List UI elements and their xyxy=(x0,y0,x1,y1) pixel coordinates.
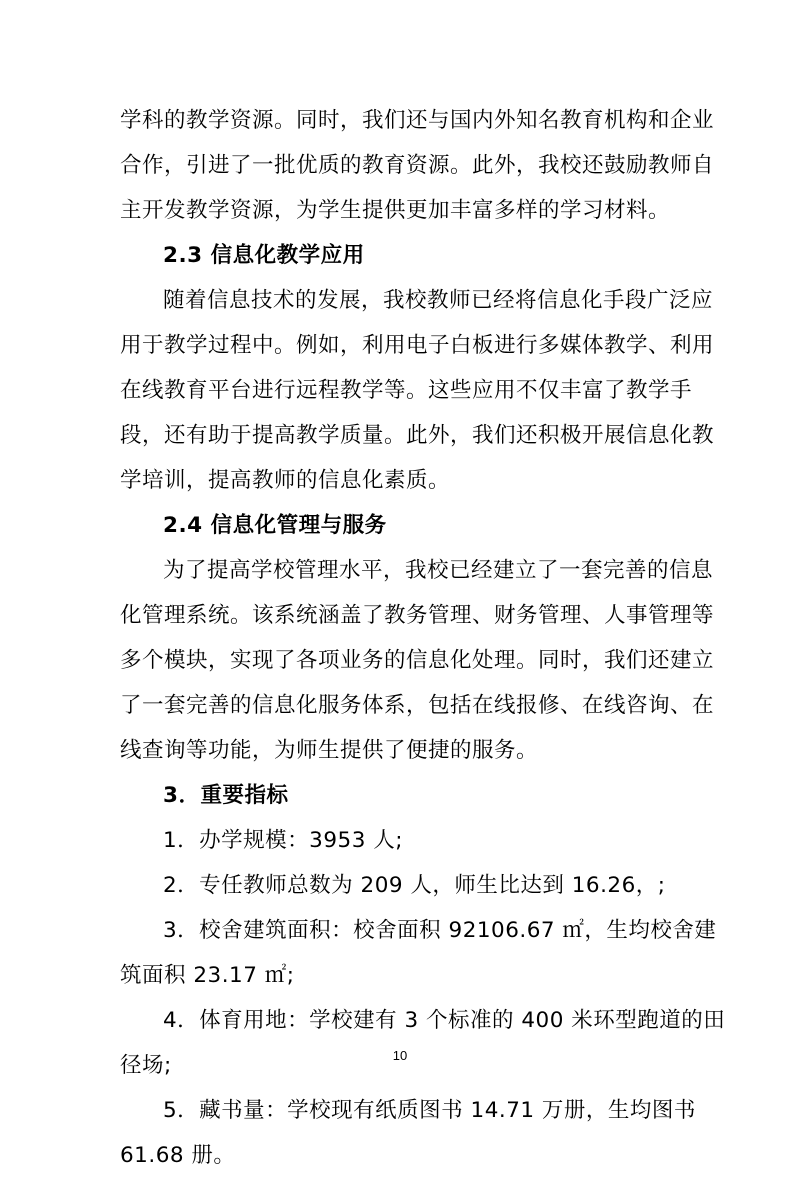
document-body xyxy=(120,98,726,1178)
text-line: 化管理系统。该系统涵盖了教务管理、财务管理、人事管理等 xyxy=(120,603,715,628)
text-line: 2．专任教师总数为 209 人，师生比达到 16.26，; xyxy=(163,873,666,898)
section-heading: 3．重要指标 xyxy=(163,783,289,808)
text-line: 5．藏书量：学校现有纸质图书 14.71 万册，生均图书 xyxy=(163,1098,696,1123)
text-line: 61.68 册。 xyxy=(120,1143,236,1168)
section-heading: 2.3 信息化教学应用 xyxy=(163,243,365,268)
section-heading: 2.4 信息化管理与服务 xyxy=(163,513,387,538)
text-line: 筑面积 23.17 ㎡; xyxy=(120,963,295,988)
text-line: 4．体育用地：学校建有 3 个标准的 400 米环型跑道的田 xyxy=(163,1008,726,1033)
text-line: 随着信息技术的发展，我校教师已经将信息化手段广泛应 xyxy=(163,288,714,313)
text-line: 3．校舍建筑面积：校舍面积 92106.67 ㎡，生均校舍建 xyxy=(163,918,717,943)
text-line: 为了提高学校管理水平，我校已经建立了一套完善的信息 xyxy=(163,558,714,583)
text-line: 多个模块，实现了各项业务的信息化处理。同时，我们还建立 xyxy=(120,648,715,673)
text-line: 1．办学规模：3953 人; xyxy=(163,828,403,853)
text-line: 径场; xyxy=(120,1053,172,1078)
text-line: 学科的教学资源。同时，我们还与国内外知名教育机构和企业 xyxy=(120,108,715,133)
text-line: 学培训，提高教师的信息化素质。 xyxy=(120,468,451,493)
text-line: 了一套完善的信息化服务体系，包括在线报修、在线咨询、在 xyxy=(120,693,715,718)
text-line: 段，还有助于提高教学质量。此外，我们还积极开展信息化教 xyxy=(120,423,715,448)
text-line: 在线教育平台进行远程教学等。这些应用不仅丰富了教学手 xyxy=(120,378,693,403)
text-line: 线查询等功能，为师生提供了便捷的服务。 xyxy=(120,738,539,763)
page-number: 10 xyxy=(392,1048,408,1063)
text-line: 合作，引进了一批优质的教育资源。此外，我校还鼓励教师自 xyxy=(120,153,715,178)
text-line: 用于教学过程中。例如，利用电子白板进行多媒体教学、利用 xyxy=(120,333,715,358)
text-line: 主开发教学资源，为学生提供更加丰富多样的学习材料。 xyxy=(120,198,671,223)
